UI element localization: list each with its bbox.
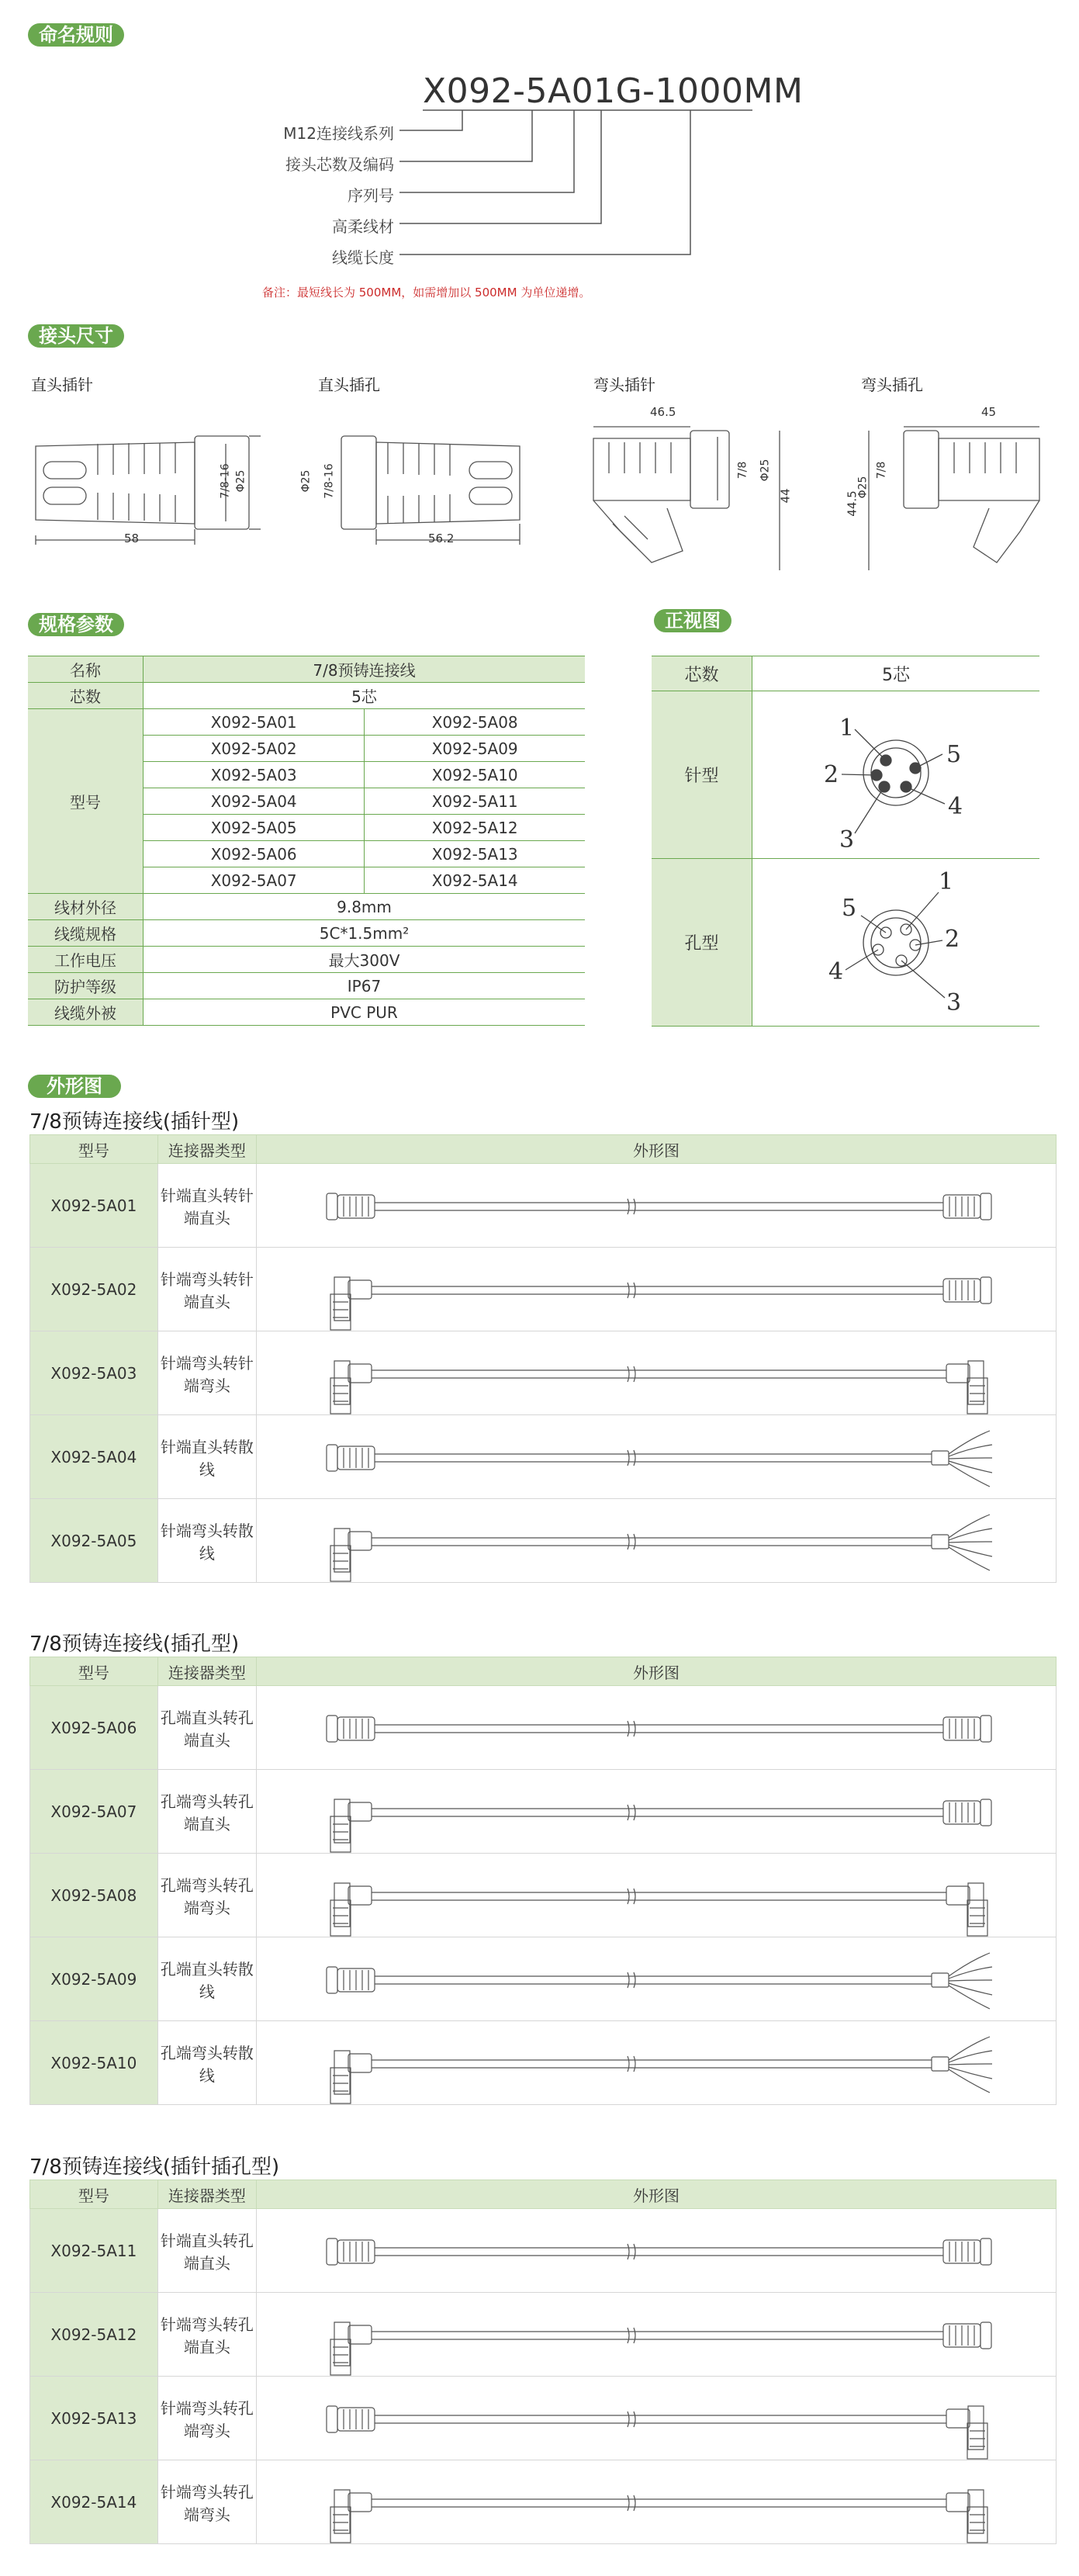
cable-outline-svg [257,2021,1056,2104]
front-cores-value: 5芯 [752,656,1040,691]
outline-header-type: 连接器类型 [157,1135,256,1164]
spec-model-cell: X092-5A14 [365,867,585,894]
cable-outline-svg [257,2460,1056,2543]
dim-title-straight-socket: 直头插孔 [318,376,380,394]
spec-row-label: 线缆规格 [28,920,144,947]
socket-face-diagram [752,861,1039,1024]
straight-pin-drawing [28,427,268,551]
angled-socket-drawing [857,415,1067,578]
spec-row-cores [28,683,585,709]
cable-outline-svg [257,2293,1056,2376]
spec-row-label: 工作电压 [28,947,144,973]
dim-angled-pin-dia: Φ25 [759,459,772,482]
spec-cores-value: 5芯 [144,683,586,709]
dim-angled-socket-dia: Φ25 [856,476,870,499]
spec-row-value: 5C*1.5mm² [144,920,586,947]
cable-drawing [257,1331,1057,1415]
outline-model: X092-5A13 [30,2377,158,2460]
outline-type: 孔端直头转散线 [157,1937,256,2021]
dim-angled-socket-length: 45 [981,405,997,419]
cable-outline-svg [257,2209,1056,2292]
outline-header-model: 型号 [30,2180,158,2209]
outline-model: X092-5A14 [30,2460,158,2544]
dim-straight-pin-thread: 7/8-16 [219,463,232,499]
outline-group-title: 7/8预铸连接线(插针型) [29,1110,240,1134]
pin-number: 2 [824,760,839,788]
outline-type: 针端弯头转孔端弯头 [157,2460,256,2544]
outline-type: 孔端弯头转孔端直头 [157,1770,256,1854]
cable-drawing [257,1248,1057,1331]
outline-type: 针端直头转针端直头 [157,1164,256,1248]
outline-type: 孔端直头转孔端直头 [157,1686,256,1770]
cable-drawing [257,1937,1057,2021]
pin-number: 1 [839,714,855,742]
naming-label-cores: 接头芯数及编码 [285,155,394,174]
outline-type: 针端直头转孔端直头 [157,2209,256,2293]
dim-straight-socket-dia: Φ25 [299,469,313,493]
outline-type: 针端弯头转针端直头 [157,1248,256,1331]
cable-outline-svg [257,2377,1056,2460]
naming-leader-lines [0,0,1079,279]
cable-drawing [257,1854,1057,1937]
spec-model-cell: X092-5A06 [144,841,365,867]
outline-row [30,1415,1057,1499]
spec-model-cell: X092-5A10 [365,762,585,788]
outline-row [30,1686,1057,1770]
cable-drawing [257,1415,1057,1499]
cable-drawing [257,1499,1057,1583]
socket-number: 3 [946,989,962,1016]
naming-label-series: M12连接线系列 [283,124,394,143]
outline-model: X092-5A11 [30,2209,158,2293]
spec-model-cell: X092-5A01 [144,709,365,736]
cable-drawing [257,2377,1057,2460]
outline-header-drawing: 外形图 [257,2180,1057,2209]
outline-model: X092-5A12 [30,2293,158,2377]
outline-row [30,2021,1057,2105]
naming-note: 备注：最短线长为 500MM，如需增加以 500MM 为单位递增。 [262,286,591,299]
dim-angled-socket-height: 44.5 [845,490,859,517]
front-row-cores [652,656,1039,691]
naming-label-cable: 高柔线材 [332,217,394,236]
spec-row [28,947,585,973]
outline-type: 孔端弯头转散线 [157,2021,256,2105]
front-row-pin [652,691,1039,859]
outline-row [30,2460,1057,2544]
cable-drawing [257,1686,1057,1770]
front-row-socket [652,859,1039,1027]
outline-row [30,1770,1057,1854]
cable-outline-svg [257,1770,1056,1853]
outline-table-mixed [29,2180,1057,2544]
outline-model: X092-5A09 [30,1937,158,2021]
cable-drawing [257,1770,1057,1854]
spec-model-cell: X092-5A11 [365,788,585,815]
outline-model: X092-5A02 [30,1248,158,1331]
spec-cores-label: 芯数 [28,683,144,709]
section-title-dimensions: 接头尺寸 [28,324,124,348]
naming-code: X092-5A01G-1000MM [423,71,804,111]
straight-socket-drawing [310,427,535,551]
outline-row [30,1937,1057,2021]
pin-face-diagram [752,694,1039,857]
outline-model: X092-5A04 [30,1415,158,1499]
outline-model: X092-5A01 [30,1164,158,1248]
spec-row-value: 最大300V [144,947,586,973]
dim-straight-socket-thread: 7/8-16 [323,463,336,499]
outline-model: X092-5A03 [30,1331,158,1415]
outline-group-title: 7/8预铸连接线(插孔型) [29,1633,240,1656]
outline-group-title: 7/8预铸连接线(插针插孔型) [29,2155,280,2179]
dim-angled-pin-thread: 7/8 [736,461,749,480]
socket-number: 1 [939,867,954,895]
front-pin-diagram-cell [752,691,1040,859]
outline-type: 针端弯头转散线 [157,1499,256,1583]
outline-model: X092-5A10 [30,2021,158,2105]
dim-title-straight-pin: 直头插针 [31,376,93,394]
outline-header-row [30,1657,1057,1686]
spec-row-label: 线缆外被 [28,999,144,1026]
naming-label-length: 线缆长度 [332,248,394,267]
outline-row [30,1499,1057,1583]
cable-outline-svg [257,1854,1056,1937]
dim-title-angled-pin: 弯头插针 [593,376,655,394]
cable-outline-svg [257,1686,1056,1769]
cable-outline-svg [257,1937,1056,2020]
spec-model-cell: X092-5A09 [365,736,585,762]
spec-row-name [28,656,585,683]
outline-type: 针端直头转散线 [157,1415,256,1499]
cable-drawing [257,2209,1057,2293]
outline-model: X092-5A07 [30,1770,158,1854]
outline-row [30,2377,1057,2460]
spec-model-row [28,709,585,736]
outline-type: 针端弯头转孔端直头 [157,2293,256,2377]
outline-row [30,2293,1057,2377]
socket-number: 5 [842,894,857,922]
spec-model-cell: X092-5A02 [144,736,365,762]
cable-outline-svg [257,1164,1056,1247]
front-socket-label: 孔型 [652,859,752,1027]
spec-row-value: IP67 [144,973,586,999]
outline-type: 针端弯头转孔端弯头 [157,2377,256,2460]
spec-table [28,656,585,1026]
socket-number: 4 [828,957,844,985]
outline-table-pin [29,1134,1057,1583]
dim-angled-socket-thread: 7/8 [875,461,888,480]
spec-model-cell: X092-5A07 [144,867,365,894]
outline-row [30,1248,1057,1331]
outline-header-drawing: 外形图 [257,1135,1057,1164]
dim-title-angled-socket: 弯头插孔 [861,376,923,394]
section-title-naming: 命名规则 [28,23,124,47]
outline-row [30,2209,1057,2293]
spec-row [28,999,585,1026]
spec-name-value: 7/8预铸连接线 [144,656,586,683]
spec-row [28,973,585,999]
spec-model-cell: X092-5A13 [365,841,585,867]
front-pin-label: 针型 [652,691,752,859]
outline-model: X092-5A05 [30,1499,158,1583]
outline-model: X092-5A06 [30,1686,158,1770]
outline-table-socket [29,1657,1057,2105]
section-title-specs: 规格参数 [28,613,124,636]
front-cores-label: 芯数 [652,656,752,691]
spec-row-value: PVC PUR [144,999,586,1026]
spec-row-label: 防护等级 [28,973,144,999]
spec-row [28,920,585,947]
spec-model-cell: X092-5A12 [365,815,585,841]
outline-row [30,1854,1057,1937]
outline-header-model: 型号 [30,1135,158,1164]
cable-drawing [257,1164,1057,1248]
outline-type: 针端弯头转针端弯头 [157,1331,256,1415]
outline-header-row [30,1135,1057,1164]
outline-header-type: 连接器类型 [157,1657,256,1686]
dim-angled-pin-height: 44 [778,488,793,504]
cable-drawing [257,2460,1057,2544]
front-view-table [652,656,1039,1027]
cable-outline-svg [257,1415,1056,1498]
dim-straight-pin-dia: Φ25 [234,469,247,493]
outline-row [30,1164,1057,1248]
spec-row [28,894,585,920]
cable-drawing [257,2021,1057,2105]
front-socket-diagram-cell [752,859,1040,1027]
outline-header-model: 型号 [30,1657,158,1686]
dim-straight-pin-length: 58 [124,531,140,545]
pin-number: 3 [839,826,855,853]
dim-straight-socket-length: 56.2 [428,531,455,545]
cable-drawing [257,2293,1057,2377]
outline-model: X092-5A08 [30,1854,158,1937]
outline-type: 孔端弯头转孔端弯头 [157,1854,256,1937]
outline-row [30,1331,1057,1415]
spec-model-cell: X092-5A03 [144,762,365,788]
pin-number: 5 [946,740,962,768]
outline-header-row [30,2180,1057,2209]
spec-model-cell: X092-5A04 [144,788,365,815]
pin-number: 4 [948,792,963,820]
naming-label-serial: 序列号 [348,186,394,205]
spec-row-value: 9.8mm [144,894,586,920]
cable-outline-svg [257,1248,1056,1331]
spec-model-cell: X092-5A05 [144,815,365,841]
spec-name-label: 名称 [28,656,144,683]
dim-angled-pin-length: 46.5 [650,405,676,419]
spec-row-label: 线材外径 [28,894,144,920]
spec-model-cell: X092-5A08 [365,709,585,736]
outline-header-type: 连接器类型 [157,2180,256,2209]
cable-outline-svg [257,1331,1056,1414]
socket-number: 2 [945,925,960,953]
section-title-outline: 外形图 [28,1075,121,1098]
outline-header-drawing: 外形图 [257,1657,1057,1686]
cable-outline-svg [257,1499,1056,1582]
spec-model-label: 型号 [28,709,144,894]
section-title-front-view: 正视图 [654,609,731,632]
